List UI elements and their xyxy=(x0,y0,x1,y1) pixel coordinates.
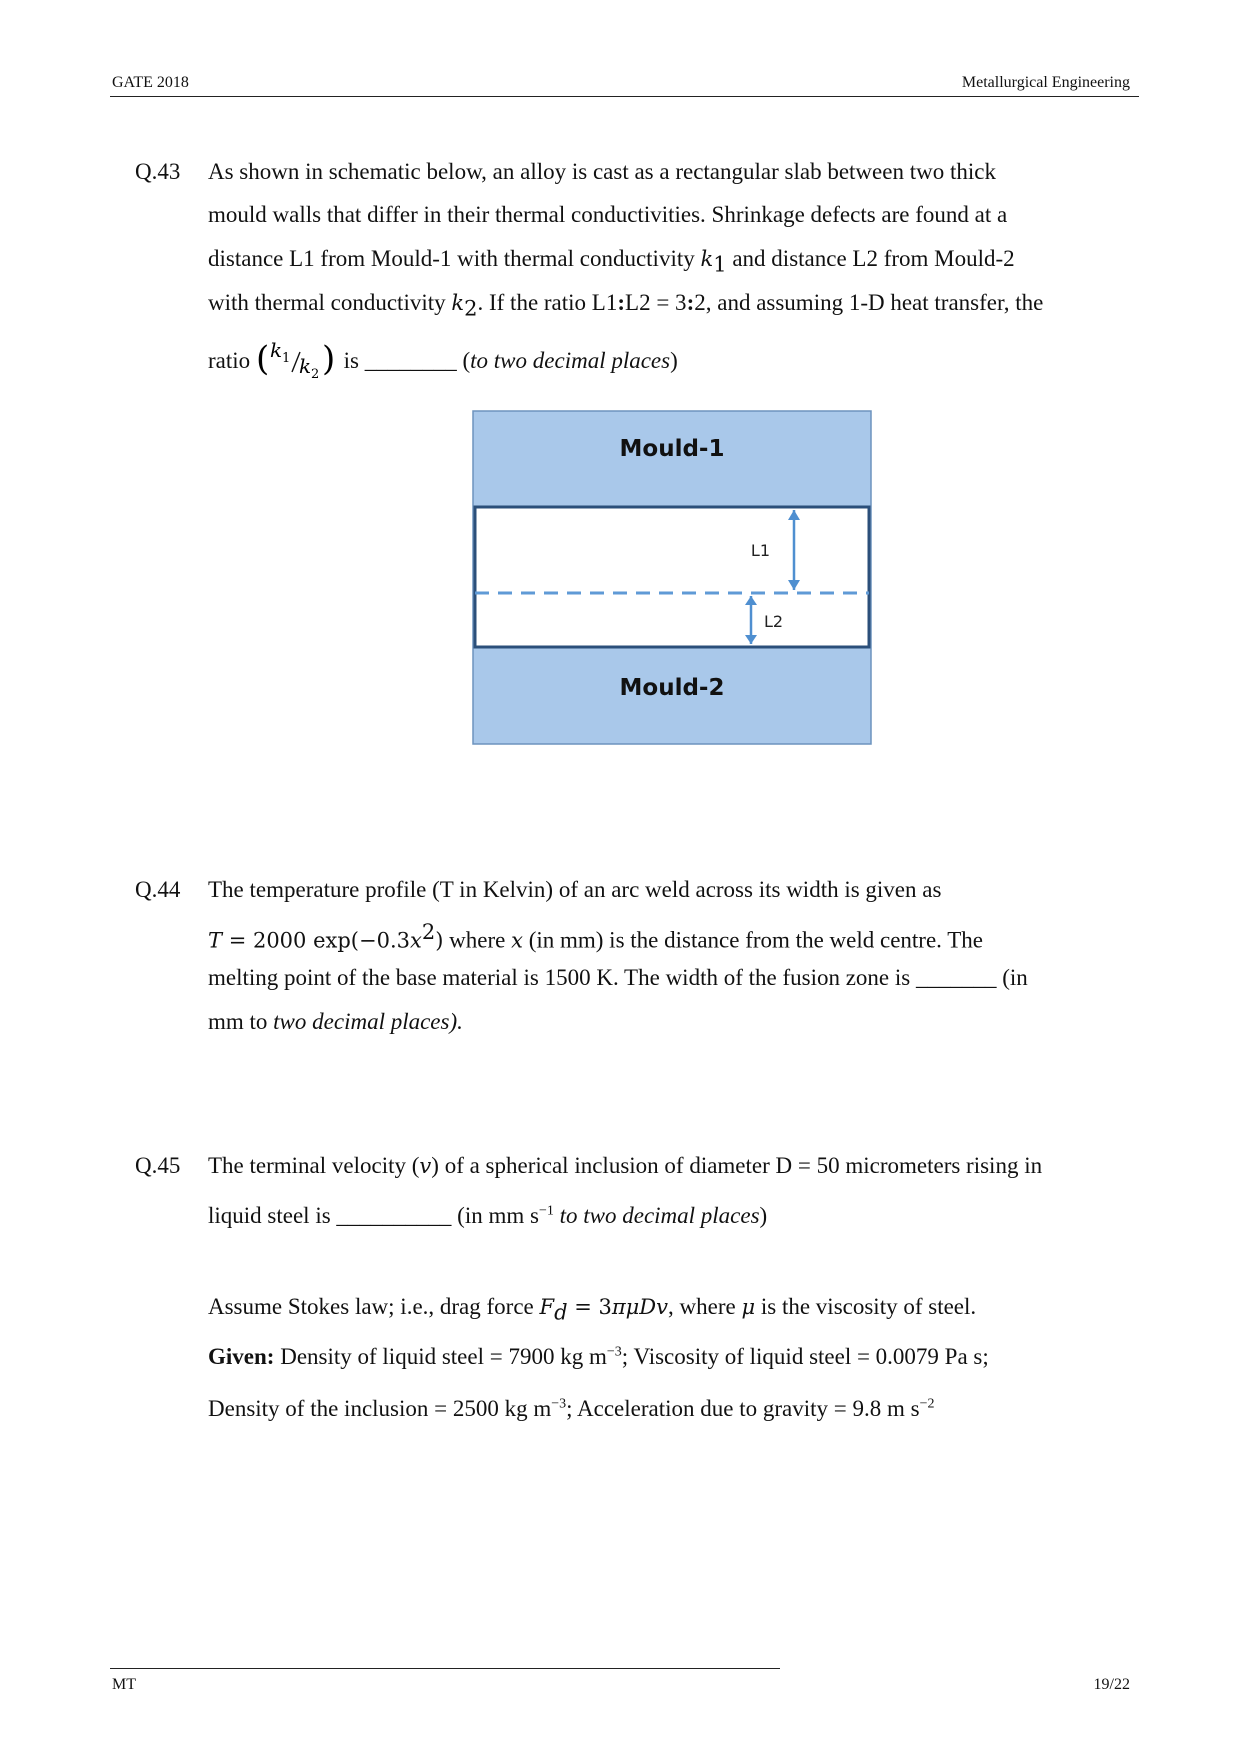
svg-text:): ) xyxy=(321,340,336,379)
equation-line: T = 2000 $\exp(-0.3x^2)$ where x (in mm) is the distance from the weld centre. The xyxy=(208,920,984,953)
text-line: Density of the inclusion = 2500 kg $m^{-3}$; Acceleration due to gravity = 9.8 m $s^{-2}$ xyxy=(208,1396,935,1421)
footer-paper-code: MT xyxy=(112,1676,136,1693)
text-line: ratio ( k 1 k 2 ) is ________ (to two decimal places) xyxy=(208,340,678,380)
svg-text:(: ( xyxy=(255,340,270,379)
text-line: mm to two decimal places). xyxy=(208,1009,463,1034)
text-line: Given: Density of liquid steel = 7900 kg $m^{-3}$; Viscosity of liquid steel = 0.0079 Pa s; xyxy=(208,1344,989,1369)
header-subject: Metallurgical Engineering xyxy=(961,74,1130,91)
mould-1-label: Mould-1 xyxy=(619,436,725,462)
numerator-k: k xyxy=(269,340,283,362)
casting-schematic xyxy=(472,410,872,745)
text-line: distance L1 from Mould-1 with thermal conductivity $k_1$ and distance L2 from Mould-2 xyxy=(208,246,1015,277)
text-line: mould walls that differ in their thermal conductivities. Shrinkage defects are found at a xyxy=(208,202,1008,227)
text-line: with thermal conductivity $k_2$. If the ratio L1:L2 = 3:2, and assuming 1-D heat transfer, the xyxy=(208,290,1044,321)
page-number: 19/22 xyxy=(1093,1676,1130,1693)
text-line: Assume Stokes law; i.e., drag force $F_d = 3\pi\mu Dv$, where μ is the viscosity of steel. xyxy=(208,1294,977,1325)
mould-2-label: Mould-2 xyxy=(619,675,725,701)
l2-label: L2 xyxy=(764,612,784,631)
denominator-sub: 2 xyxy=(310,367,320,380)
ratio-fraction xyxy=(256,340,338,380)
text-line: The temperature profile (T in Kelvin) of an arc weld across its width is given as xyxy=(208,877,942,902)
l1-label: L1 xyxy=(750,541,770,560)
header-exam-title: GATE 2018 xyxy=(112,74,189,91)
question-number: Q.45 xyxy=(135,1153,181,1178)
text-line: melting point of the base material is 1500 K. The width of the fusion zone is _______ (in xyxy=(208,965,1028,990)
slab xyxy=(475,507,869,647)
question-number: Q.43 xyxy=(135,159,181,184)
text-line: The terminal velocity (v) of a spherical inclusion of diameter D = 50 micrometers rising in xyxy=(208,1153,1043,1178)
denominator-k: k xyxy=(298,354,312,378)
footer-rule xyxy=(110,1668,780,1669)
text-line: liquid steel is __________ (in mm $s^{-1}$ to two decimal places) xyxy=(208,1203,768,1228)
text-line: As shown in schematic below, an alloy is cast as a rectangular slab between two thick xyxy=(208,159,996,184)
numerator-sub: 1 xyxy=(281,351,291,366)
question-number: Q.44 xyxy=(135,877,181,902)
given-label: Given: xyxy=(208,1344,275,1369)
header-rule xyxy=(110,96,1139,97)
